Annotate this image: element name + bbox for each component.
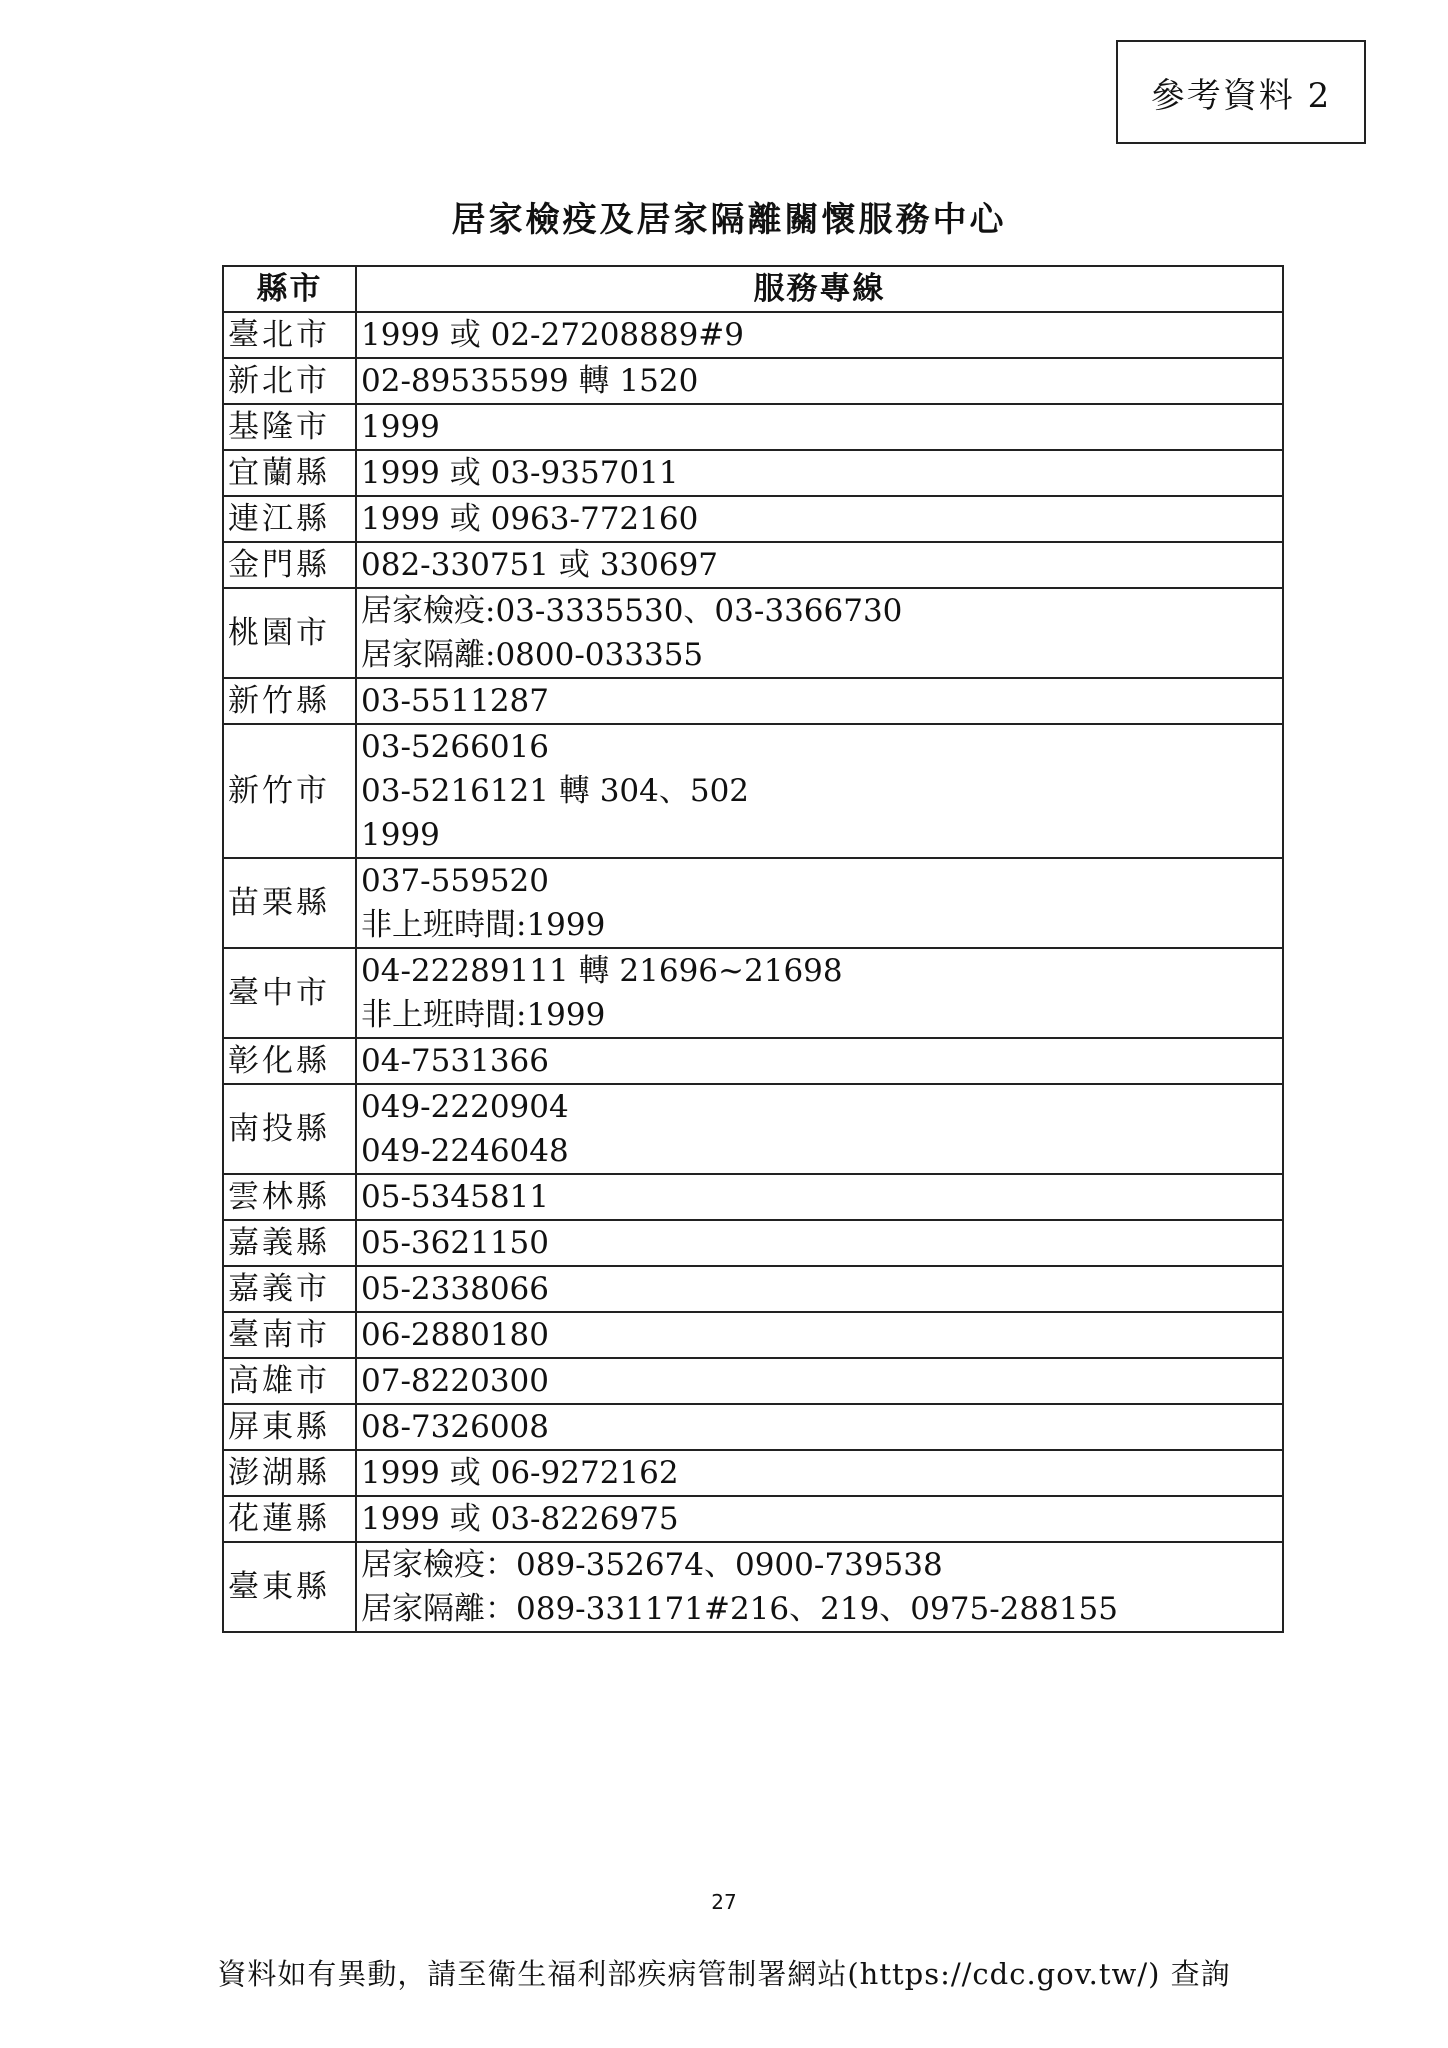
table-row <box>223 358 1283 404</box>
service-lines-cell <box>356 404 1283 450</box>
hotline-table <box>222 265 1284 1633</box>
table-row <box>223 450 1283 496</box>
service-line: 居家隔離:0800-033355 <box>361 637 704 673</box>
service-line: 06-2880180 <box>361 1317 549 1353</box>
county-cell: 苗栗縣 <box>223 858 356 948</box>
table-row <box>223 1084 1283 1174</box>
table-row <box>223 404 1283 450</box>
service-lines-cell <box>356 678 1283 724</box>
county-cell: 新竹市 <box>223 724 356 858</box>
service-line: 049-2246048 <box>361 1133 569 1169</box>
county-cell: 雲林縣 <box>223 1174 356 1220</box>
county-cell: 澎湖縣 <box>223 1450 356 1496</box>
county-cell: 嘉義縣 <box>223 1220 356 1266</box>
reference-label-box <box>1116 40 1366 144</box>
service-lines-cell <box>356 724 1283 858</box>
service-line: 居家檢疫：089-352674、0900-739538 <box>361 1547 943 1583</box>
service-lines-cell <box>356 1266 1283 1312</box>
service-line: 1999 或 0963-772160 <box>361 501 699 537</box>
table-row <box>223 1174 1283 1220</box>
service-lines-cell <box>356 312 1283 358</box>
table-row <box>223 1542 1283 1632</box>
table-row <box>223 724 1283 858</box>
service-lines-cell <box>356 588 1283 678</box>
page-title: 居家檢疫及居家隔離關懷服務中心 <box>451 200 1007 240</box>
service-line: 05-5345811 <box>361 1179 549 1215</box>
service-lines-cell <box>356 542 1283 588</box>
county-cell: 基隆市 <box>223 404 356 450</box>
county-cell: 宜蘭縣 <box>223 450 356 496</box>
service-line: 非上班時間:1999 <box>361 997 606 1033</box>
service-line: 1999 或 06-9272162 <box>361 1455 679 1491</box>
service-line: 居家檢疫:03-3335530、03-3366730 <box>361 593 903 629</box>
county-cell: 屏東縣 <box>223 1404 356 1450</box>
service-lines-cell <box>356 1404 1283 1450</box>
table-row <box>223 1038 1283 1084</box>
service-lines-cell <box>356 1358 1283 1404</box>
service-lines-cell <box>356 496 1283 542</box>
table-row <box>223 1358 1283 1404</box>
footer-note: 資料如有異動，請至衛生福利部疾病管制署網站(https://cdc.gov.tw/) 查詢 <box>217 1957 1231 1991</box>
service-line: 1999 或 03-9357011 <box>361 455 679 491</box>
county-cell: 桃園市 <box>223 588 356 678</box>
table-row <box>223 542 1283 588</box>
service-line: 04-7531366 <box>361 1043 549 1079</box>
table-row <box>223 1312 1283 1358</box>
service-lines-cell <box>356 1450 1283 1496</box>
table-row <box>223 948 1283 1038</box>
page-number: 27 <box>711 1890 737 1914</box>
service-lines-cell <box>356 858 1283 948</box>
service-lines-cell <box>356 1038 1283 1084</box>
service-line: 05-3621150 <box>361 1225 549 1261</box>
service-lines-cell <box>356 1174 1283 1220</box>
service-lines-cell <box>356 358 1283 404</box>
table-row <box>223 1220 1283 1266</box>
table-row <box>223 588 1283 678</box>
service-line: 049-2220904 <box>361 1089 569 1125</box>
service-line: 1999 或 03-8226975 <box>361 1501 679 1537</box>
service-line: 1999 <box>361 817 440 853</box>
county-cell: 金門縣 <box>223 542 356 588</box>
county-cell: 高雄市 <box>223 1358 356 1404</box>
service-lines-cell <box>356 1542 1283 1632</box>
table-row <box>223 1496 1283 1542</box>
table-row <box>223 858 1283 948</box>
table-row <box>223 312 1283 358</box>
service-line: 05-2338066 <box>361 1271 549 1307</box>
reference-label: 參考資料 2 <box>1150 75 1332 116</box>
county-cell: 新北市 <box>223 358 356 404</box>
county-cell: 臺南市 <box>223 1312 356 1358</box>
county-cell: 花蓮縣 <box>223 1496 356 1542</box>
service-line: 非上班時間:1999 <box>361 907 606 943</box>
county-cell: 南投縣 <box>223 1084 356 1174</box>
service-lines-cell <box>356 1220 1283 1266</box>
service-line: 03-5216121 轉 304、502 <box>361 773 750 809</box>
service-lines-cell <box>356 1312 1283 1358</box>
county-cell: 嘉義市 <box>223 1266 356 1312</box>
service-line: 037-559520 <box>361 863 549 899</box>
service-line: 03-5266016 <box>361 729 549 765</box>
county-cell: 新竹縣 <box>223 678 356 724</box>
service-line: 03-5511287 <box>361 683 549 719</box>
county-cell: 連江縣 <box>223 496 356 542</box>
service-line: 07-8220300 <box>361 1363 549 1399</box>
service-line: 04-22289111 轉 21696~21698 <box>361 953 843 989</box>
table-row <box>223 1450 1283 1496</box>
hotline-table-body <box>223 312 1283 1632</box>
table-row <box>223 1404 1283 1450</box>
county-cell: 臺東縣 <box>223 1542 356 1632</box>
service-line: 02-89535599 轉 1520 <box>361 363 699 399</box>
county-cell: 臺北市 <box>223 312 356 358</box>
service-line: 1999 或 02-27208889#9 <box>361 317 745 353</box>
county-cell: 彰化縣 <box>223 1038 356 1084</box>
service-lines-cell <box>356 450 1283 496</box>
table-row <box>223 1266 1283 1312</box>
table-row <box>223 496 1283 542</box>
service-lines-cell <box>356 1496 1283 1542</box>
service-lines-cell <box>356 1084 1283 1174</box>
service-line: 居家隔離：089-331171#216、219、0975-288155 <box>361 1591 1119 1627</box>
service-line: 1999 <box>361 409 440 445</box>
service-line: 08-7326008 <box>361 1409 549 1445</box>
column-header-county: 縣市 <box>223 266 356 312</box>
table-row <box>223 678 1283 724</box>
column-header-lines: 服務專線 <box>356 266 1283 312</box>
county-cell: 臺中市 <box>223 948 356 1038</box>
service-lines-cell <box>356 948 1283 1038</box>
service-line: 082-330751 或 330697 <box>361 547 719 583</box>
table-header-row <box>223 266 1283 312</box>
